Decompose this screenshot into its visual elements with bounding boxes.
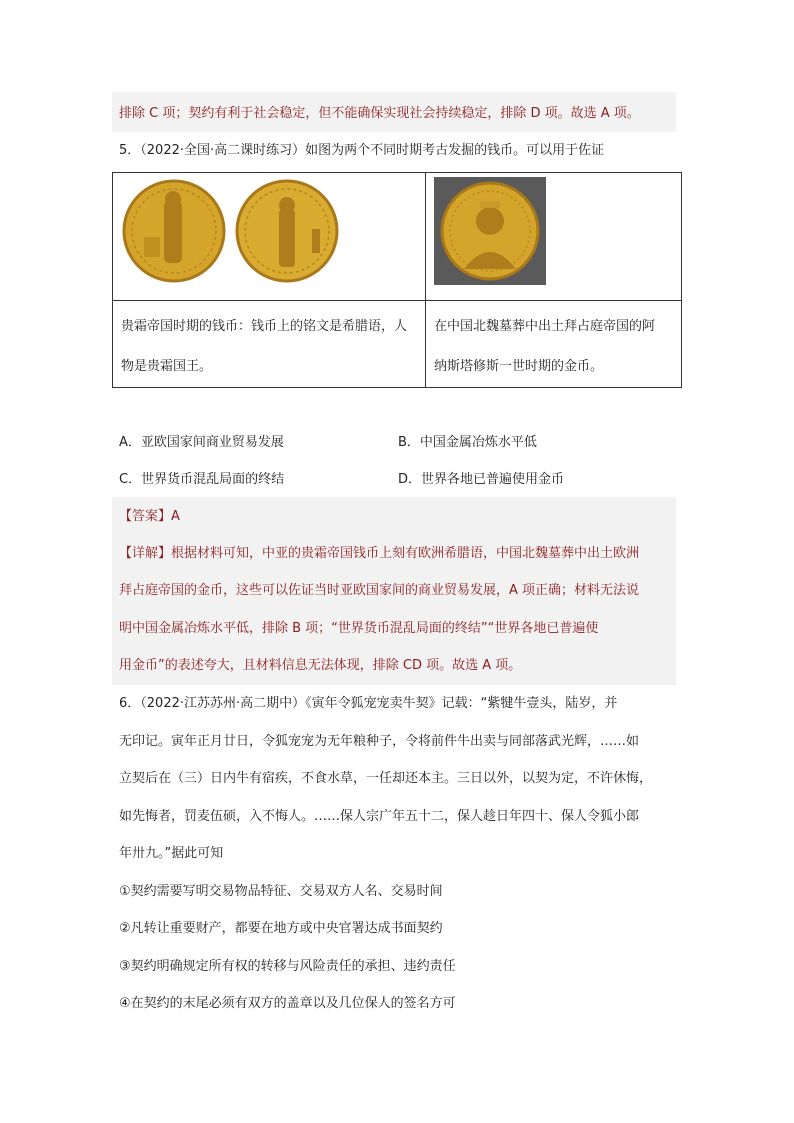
q6-line-4: 如先悔者，罚麦伍硕，入不悔人。……保人宗广年五十二，保人趁日年四十、保人令狐小郎 (119, 809, 640, 824)
q5-option-c: C．世界货币混乱局面的终结 (119, 472, 285, 487)
q5-explain-line-3: 明中国金属冶炼水平低，排除 B 项；“世界货币混乱局面的终结”“世界各地已普遍使 (119, 621, 599, 636)
coin-caption-right-line-1: 在中国北魏墓葬中出土拜占庭帝国的阿 (434, 319, 656, 334)
coin-caption-left-line-1: 贵霜帝国时期的钱币：钱币上的铭文是希腊语，人 (121, 319, 408, 334)
q5-explain-line-2: 拜占庭帝国的金币，这些可以佐证当时亚欧国家间的商业贸易发展，A 项正确；材料无法说 (119, 583, 640, 598)
q6-item-1: ①契约需要写明交易物品特征、交易双方人名、交易时间 (119, 884, 443, 899)
q6-item-4: ④在契约的末尾必须有双方的盖章以及几位保人的签名方可 (119, 996, 456, 1011)
byzantine-coin-image (434, 177, 546, 285)
q5-stem: 5．（2022·全国·高二课时练习）如图为两个不同时期考古发掘的钱币。可以用于佐证 (119, 143, 605, 158)
q6-item-2: ②凡转让重要财产，都要在地方或中央官署达成书面契约 (119, 921, 443, 936)
coin-table (112, 172, 682, 388)
coin-image-cell-right (426, 173, 682, 301)
coin-caption-right (426, 301, 682, 388)
q5-explain-line-4: 用金币”的表述夸大，且材料信息无法体现，排除 CD 项。故选 A 项。 (119, 658, 522, 673)
q5-answer: 【答案】A (119, 509, 180, 524)
kushan-coin-image (119, 179, 349, 289)
q6-line-5: 年卅九。”据此可知 (119, 846, 224, 861)
q6-line-3: 立契后在（三）日内牛有宿疾，不食水草，一任却还本主。三日以外，以契为定，不许休悔， (119, 771, 653, 786)
coin-image-cell-left (113, 173, 426, 301)
q6-line-1: 6．（2022·江苏苏州·高二期中）《寅年令狐宠宠卖牛契》记载：“紫犍牛壹头，陆岁，并 (119, 696, 618, 711)
q6-item-3: ③契约明确规定所有权的转移与风险责任的承担、违约责任 (119, 959, 456, 974)
coin-caption-right-line-2: 纳斯塔修斯一世时期的金币。 (434, 359, 604, 374)
q6-line-2: 无印记。寅年正月廿日，令狐宠宠为无年粮种子，令将前件牛出卖与同部落武光辉，……如 (119, 734, 640, 749)
coin-caption-left (113, 301, 426, 388)
prev-answer-tail: 排除 C 项；契约有利于社会稳定，但不能确保实现社会持续稳定，排除 D 项。故选 A 项。 (119, 106, 640, 121)
coin-caption-left-line-2: 物是贵霜国王。 (121, 359, 213, 374)
q5-explain-line-1: 【详解】根据材料可知，中亚的贵霜帝国钱币上刻有欧洲希腊语，中国北魏墓葬中出土欧洲 (119, 546, 640, 561)
q5-option-d: D．世界各地已普遍使用金币 (398, 472, 565, 487)
q5-option-a: A．亚欧国家间商业贸易发展 (119, 435, 284, 450)
q5-option-b: B．中国金属冶炼水平低 (398, 435, 537, 450)
